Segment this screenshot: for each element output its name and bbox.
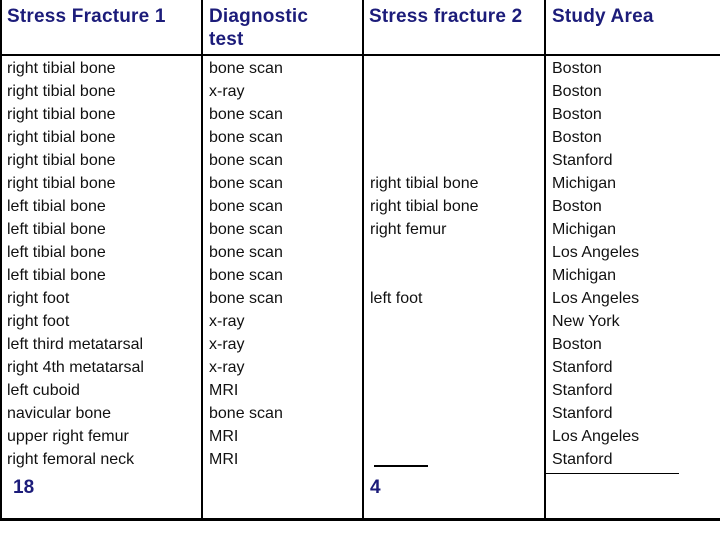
total-stress-fracture-1: 18 (13, 477, 35, 498)
cell-stress-fracture-2 (370, 80, 479, 103)
cell-stress-fracture-1: left tibial bone (7, 221, 106, 238)
cell-stress-fracture-1: left third metatarsal (7, 336, 144, 353)
cell-study-area: Los Angeles (552, 290, 640, 307)
cell-stress-fracture-2 (370, 379, 479, 402)
header-divider (0, 54, 720, 56)
table-left-border (0, 0, 2, 521)
cell-stress-fracture-1: navicular bone (7, 405, 112, 422)
cell-study-area: Los Angeles (552, 428, 640, 445)
cell-stress-fracture-2 (370, 402, 479, 425)
cell-diagnostic-test: bone scan (209, 152, 283, 169)
cell-study-area: Michigan (552, 175, 617, 192)
cell-stress-fracture-1: right foot (7, 313, 70, 330)
cell-stress-fracture-2: right tibial bone (370, 175, 479, 192)
cell-stress-fracture-1: right tibial bone (7, 83, 116, 100)
cell-stress-fracture-2 (370, 103, 479, 126)
cell-stress-fracture-1: right tibial bone (7, 106, 116, 123)
column-study-area (552, 57, 639, 471)
cell-diagnostic-test: bone scan (209, 175, 283, 192)
cell-study-area: Boston (552, 336, 602, 353)
cell-stress-fracture-2 (370, 356, 479, 379)
header-diagnostic-test (209, 5, 308, 51)
cell-diagnostic-test: x-ray (209, 359, 245, 376)
cell-stress-fracture-1: right tibial bone (7, 152, 116, 169)
cell-study-area: Stanford (552, 359, 613, 376)
cell-study-area: Stanford (552, 152, 613, 169)
cell-stress-fracture-1: right 4th metatarsal (7, 359, 144, 376)
cell-stress-fracture-1: left tibial bone (7, 244, 106, 261)
cell-study-area: Stanford (552, 451, 613, 468)
cell-diagnostic-test: x-ray (209, 313, 245, 330)
cell-diagnostic-test: bone scan (209, 267, 283, 284)
cell-stress-fracture-1: right femoral neck (7, 451, 135, 468)
cell-diagnostic-test: MRI (209, 451, 239, 468)
cell-study-area: Boston (552, 83, 602, 100)
cell-stress-fracture-2: right femur (370, 221, 447, 238)
cell-stress-fracture-2 (370, 264, 479, 287)
cell-stress-fracture-1: right tibial bone (7, 129, 116, 146)
cell-stress-fracture-2: right tibial bone (370, 198, 479, 215)
header-study-area: Study Area (552, 6, 654, 27)
totals-divider (546, 473, 679, 474)
cell-study-area: Stanford (552, 405, 613, 422)
cell-stress-fracture-2 (370, 333, 479, 356)
column-divider-3 (544, 0, 546, 521)
column-stress-fracture-2 (370, 57, 479, 471)
cell-study-area: Michigan (552, 221, 617, 238)
cell-stress-fracture-1: left cuboid (7, 382, 80, 399)
cell-diagnostic-test: bone scan (209, 129, 283, 146)
cell-diagnostic-test: bone scan (209, 290, 283, 307)
header-diagnostic-line2: test (209, 29, 244, 50)
cell-stress-fracture-1: left tibial bone (7, 198, 106, 215)
cell-study-area: Boston (552, 129, 602, 146)
cell-stress-fracture-1: upper right femur (7, 428, 129, 445)
cell-diagnostic-test: x-ray (209, 336, 245, 353)
cell-diagnostic-test: bone scan (209, 221, 283, 238)
cell-stress-fracture-1: right tibial bone (7, 60, 116, 77)
column-stress-fracture-1 (7, 57, 144, 471)
cell-stress-fracture-2 (370, 126, 479, 149)
header-stress-fracture-2: Stress fracture 2 (369, 6, 523, 27)
cell-diagnostic-test: bone scan (209, 60, 283, 77)
cell-stress-fracture-2 (370, 57, 479, 80)
cell-study-area: Michigan (552, 267, 617, 284)
column-diagnostic-test (209, 57, 283, 471)
cell-diagnostic-test: MRI (209, 382, 239, 399)
cell-stress-fracture-2 (370, 149, 479, 172)
cell-stress-fracture-1: right tibial bone (7, 175, 116, 192)
cell-study-area: Stanford (552, 382, 613, 399)
cell-stress-fracture-2: left foot (370, 290, 423, 307)
cell-diagnostic-test: bone scan (209, 198, 283, 215)
cell-study-area: Boston (552, 198, 602, 215)
header-stress-fracture-1: Stress Fracture 1 (7, 6, 166, 27)
cell-study-area: Boston (552, 106, 602, 123)
cell-stress-fracture-2 (370, 448, 479, 471)
cell-stress-fracture-2 (370, 425, 479, 448)
cell-diagnostic-test: bone scan (209, 405, 283, 422)
cell-diagnostic-test: x-ray (209, 83, 245, 100)
column-divider-1 (201, 0, 203, 521)
table-bottom-border (0, 518, 720, 521)
cell-study-area: New York (552, 313, 620, 330)
header-diagnostic-line1: Diagnostic (209, 6, 309, 27)
cell-stress-fracture-1: right foot (7, 290, 70, 307)
cell-diagnostic-test: MRI (209, 428, 239, 445)
column-divider-2 (362, 0, 364, 521)
cell-diagnostic-test: bone scan (209, 244, 283, 261)
cell-stress-fracture-2 (370, 241, 479, 264)
cell-study-area: Boston (552, 60, 602, 77)
cell-study-area: Los Angeles (552, 244, 640, 261)
cell-stress-fracture-1: left tibial bone (7, 267, 106, 284)
cell-stress-fracture-2 (370, 310, 479, 333)
cell-diagnostic-test: bone scan (209, 106, 283, 123)
total-stress-fracture-2: 4 (370, 477, 381, 498)
